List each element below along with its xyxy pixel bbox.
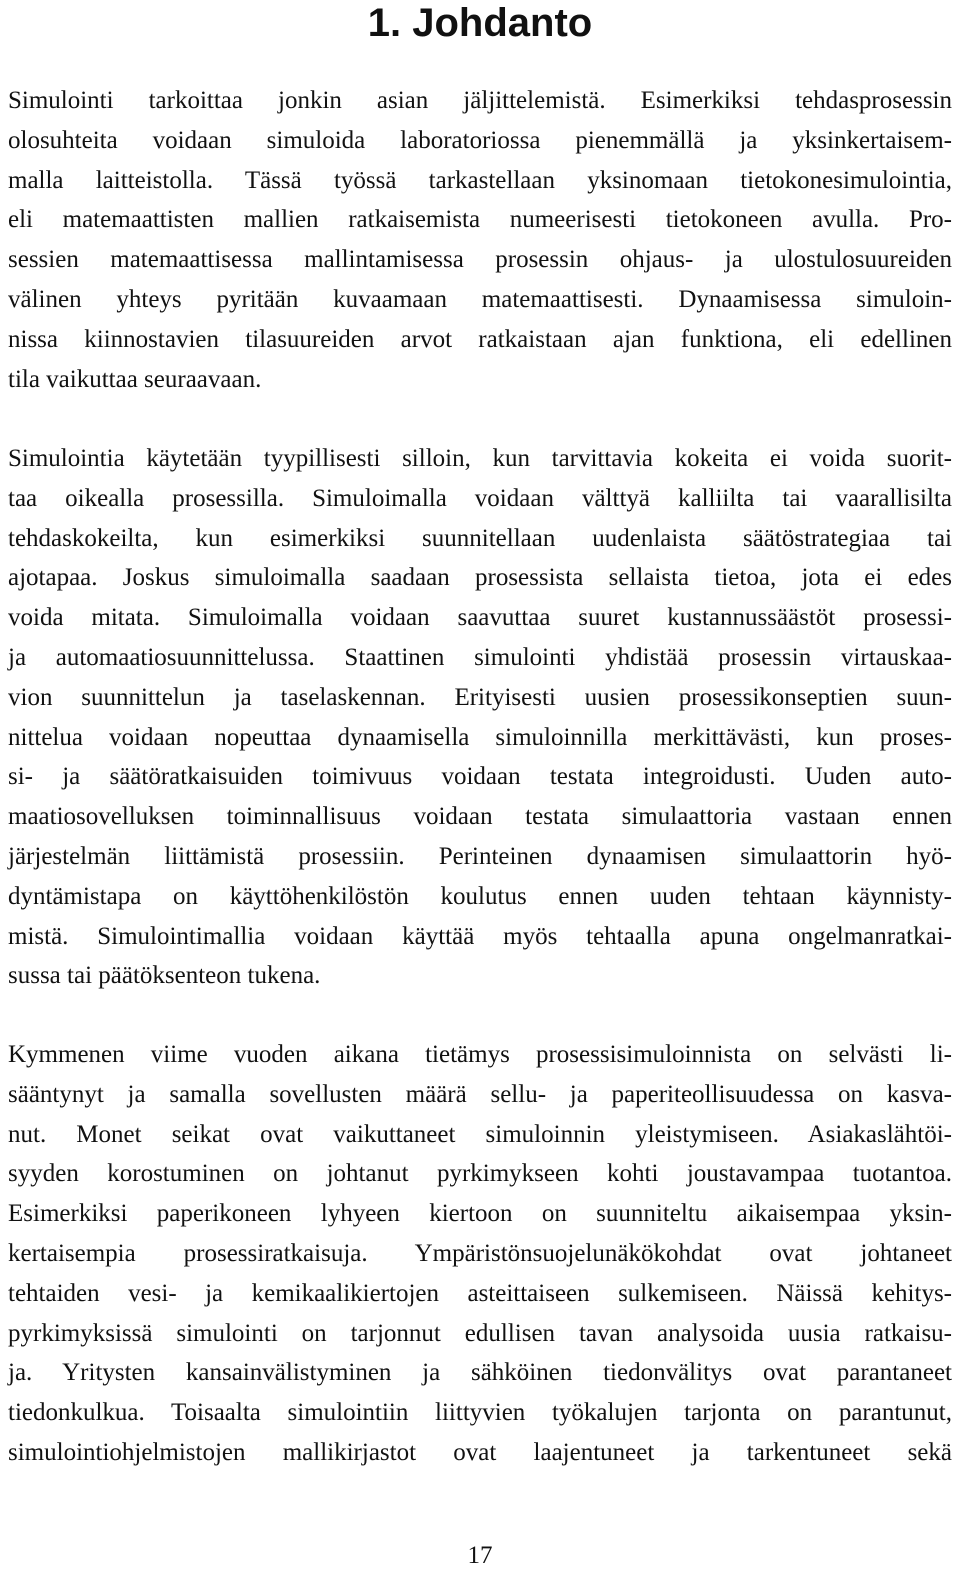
text-line: mistä. Simulointimallia voidaan käyttää myös tehtaalla apuna ongelmanratkai- bbox=[8, 922, 952, 950]
text-line: sussa tai päätöksenteon tukena. bbox=[8, 962, 321, 990]
text-line: tehdaskokeilta, kun esimerkiksi suunnitellaan uudenlaista säätöstrategiaa tai bbox=[8, 524, 952, 552]
paragraph-1 bbox=[8, 81, 952, 399]
text-line: taa oikealla prosessilla. Simuloimalla voidaan välttyä kalliilta tai vaarallisilta bbox=[8, 484, 952, 512]
text-line: nut. Monet seikat ovat vaikuttaneet simuloinnin yleistymiseen. Asiakaslähtöi- bbox=[8, 1120, 952, 1148]
text-line: dyntämistapa on käyttöhenkilöstön koulutus ennen uuden tehtaan käynnisty- bbox=[8, 882, 952, 910]
text-line: Kymmenen viime vuoden aikana tietämys prosessisimuloinnista on selvästi li- bbox=[8, 1041, 952, 1068]
page-number: 17 bbox=[467, 1542, 493, 1569]
text-line: maatiosovelluksen toiminnallisuus voidaan testata simulaattoria vastaan ennen bbox=[8, 803, 952, 831]
text-line: syyden korostuminen on johtanut pyrkimykseen kohti joustavampaa tuotantoa. bbox=[8, 1160, 952, 1188]
text-line: ja automaatiosuunnittelussa. Staattinen simulointi yhdistää prosessin virtauskaa- bbox=[8, 643, 952, 671]
text-line: Simulointia käytetään tyypillisesti silloin, kun tarvittavia kokeita ei voida suorit- bbox=[8, 445, 952, 472]
text-line: ja. Yritysten kansainvälistyminen ja sähköinen tiedonvälitys ovat parantaneet bbox=[8, 1359, 952, 1387]
text-line: ajotapaa. Joskus simuloimalla saadaan prosessista sellaista tietoa, jota ei edes bbox=[8, 564, 952, 592]
paragraph-3 bbox=[8, 1035, 952, 1473]
text-line: nissa kiinnostavien tilasuureiden arvot ratkaistaan ajan funktiona, eli edellinen bbox=[8, 325, 952, 353]
text-line: kertaisempia prosessiratkaisuja. Ympäristönsuojelunäkökohdat ovat johtaneet bbox=[8, 1239, 952, 1267]
text-line: nittelua voidaan nopeuttaa dynaamisella simuloinnilla merkittävästi, kun proses- bbox=[8, 723, 952, 751]
text-line: Esimerkiksi paperikoneen lyhyeen kiertoon on suunniteltu aikaisempaa yksin- bbox=[8, 1200, 952, 1228]
text-line: simulointiohjelmistojen mallikirjastot ovat laajentuneet ja tarkentuneet sekä bbox=[8, 1438, 952, 1466]
text-line: voida mitata. Simuloimalla voidaan saavuttaa suuret kustannussäästöt prosessi- bbox=[8, 604, 952, 632]
text-line: tila vaikuttaa seuraavaan. bbox=[8, 365, 262, 393]
text-line: si- ja säätöratkaisuiden toimivuus voidaan testata integroidusti. Uuden auto- bbox=[8, 763, 952, 791]
text-line: sääntynyt ja samalla sovellusten määrä sellu- ja paperiteollisuudessa on kasva- bbox=[8, 1080, 952, 1108]
text-line: Simulointi tarkoittaa jonkin asian jäljittelemistä. Esimerkiksi tehdasprosessin bbox=[8, 87, 952, 114]
text-line: olosuhteita voidaan simuloida laboratoriossa pienemmällä ja yksinkertaisem- bbox=[8, 126, 952, 154]
text-line: malla laitteistolla. Tässä työssä tarkastellaan yksinomaan tietokonesimulointia, bbox=[8, 166, 952, 194]
text-line: tiedonkulkua. Toisaalta simulointiin liittyvien työkalujen tarjonta on parantunut, bbox=[8, 1399, 952, 1427]
text-line: välinen yhteys pyritään kuvaamaan matemaattisesti. Dynaamisessa simuloin- bbox=[8, 285, 952, 313]
text-line: tehtaiden vesi- ja kemikaalikiertojen asteittaiseen sulkemiseen. Näissä kehitys- bbox=[8, 1279, 952, 1307]
text-line: sessien matemaattisessa mallintamisessa prosessin ohjaus- ja ulostulosuureiden bbox=[8, 246, 952, 274]
text-line: järjestelmän liittämistä prosessiin. Perinteinen dynaamisen simulaattorin hyö- bbox=[8, 842, 952, 870]
text-line: eli matemaattisten mallien ratkaisemista numeerisesti tietokoneen avulla. Pro- bbox=[8, 206, 952, 234]
paragraph-2 bbox=[8, 439, 952, 996]
text-line: vion suunnittelun ja taselaskennan. Erityisesti uusien prosessikonseptien suun- bbox=[8, 683, 952, 711]
text-line: pyrkimyksissä simulointi on tarjonnut edullisen tavan analysoida uusia ratkaisu- bbox=[8, 1319, 952, 1347]
chapter-heading: 1. Johdanto bbox=[367, 1, 593, 45]
